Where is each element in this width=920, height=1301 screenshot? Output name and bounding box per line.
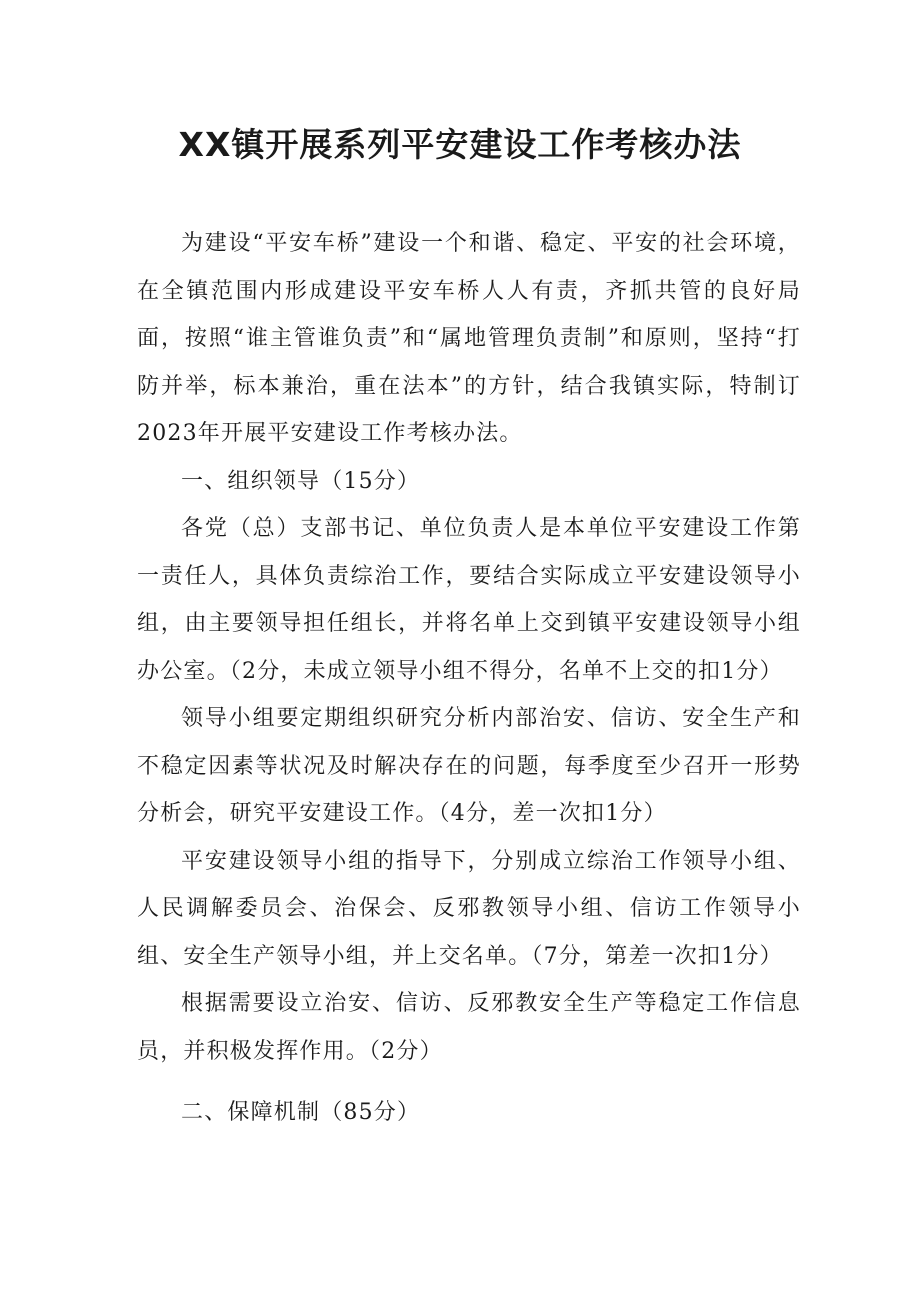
- organization-paragraph-3: 平安建设领导小组的指导下，分别成立综治工作领导小组、人民调解委员会、治保会、反邪教领导小组、信访工作领导小组、安全生产领导小组，并上交名单。（7分，第差一次扣1分）: [137, 848, 801, 969]
- section-heading-guarantee: 二、保障机制（85分）: [181, 1100, 421, 1125]
- intro-paragraph: 为建设“平安车桥”建设一个和谐、稳定、平安的社会环境，在全镇范围内形成建设平安车桥人人有责，齐抓共管的良好局面，按照“谁主管谁负责”和“属地管理负责制”和原则，坚持“打防并举，标本兼治，重在法本”的方针，结合我镇实际，特制订2023年开展平安建设工作考核办法。: [137, 231, 801, 446]
- organization-paragraph-2: 领导小组要定期组织研究分析内部治安、信访、安全生产和不稳定因素等状况及时解决存在的问题，每季度至少召开一形势分析会，研究平安建设工作。（4分，差一次扣1分）: [137, 706, 801, 826]
- document-body: [137, 220, 801, 1137]
- document-title: XX镇开展系列平安建设工作考核办法: [178, 125, 742, 164]
- organization-paragraph-4: 根据需要设立治安、信访、反邪教安全生产等稳定工作信息员，并积极发挥作用。（2分）: [137, 991, 801, 1064]
- section-heading-organization: 一、组织领导（15分）: [181, 468, 421, 494]
- organization-paragraph-1: 各党（总）支部书记、单位负责人是本单位平安建设工作第一责任人，具体负责综治工作，要结合实际成立平安建设领导小组，由主要领导担任组长，并将名单上交到镇平安建设领导小组办公室。（2分，未成立领导小组不得分，名单不上交的扣1分）: [137, 516, 801, 684]
